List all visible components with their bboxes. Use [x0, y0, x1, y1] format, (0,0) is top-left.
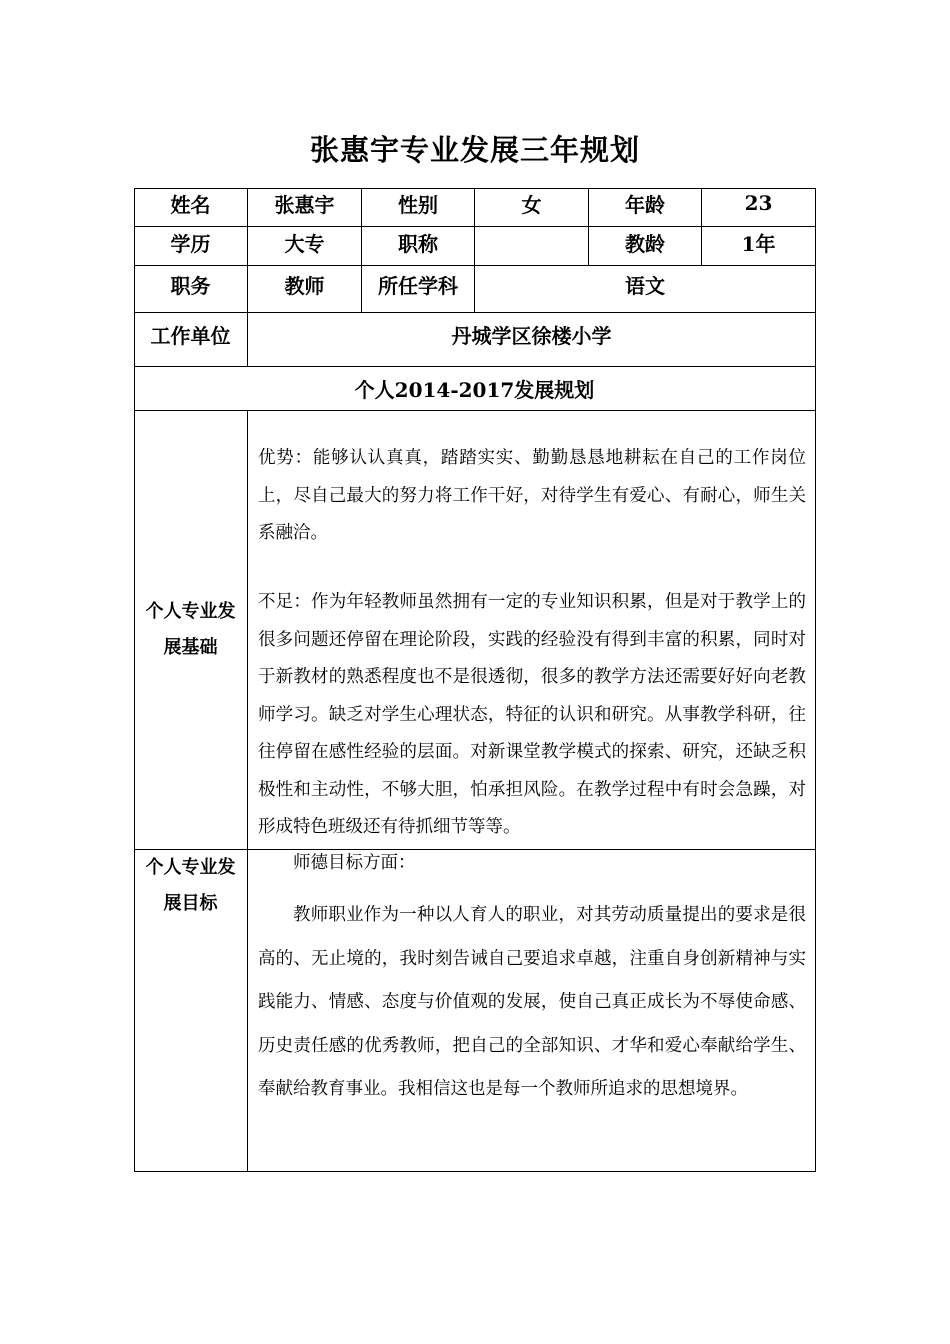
gender-value: 女	[521, 192, 542, 217]
work-unit-value: 丹城学区徐楼小学	[451, 323, 612, 348]
teaching-years-value: 1年	[741, 231, 776, 256]
table-border-bottom	[134, 1171, 816, 1172]
subject-value: 语文	[625, 273, 665, 298]
profile-form-table	[134, 188, 816, 1172]
gender-label: 性别	[398, 192, 438, 217]
title-rank-value	[475, 227, 588, 257]
education-label: 学历	[170, 231, 211, 256]
goals-body: 教师职业作为一种以人育人的职业，对其劳动质量提出的要求是很高的、无止境的，我时刻告诫自己要追求卓越，注重自身创新精神与实践能力、情感、态度与价值观的发展，使自己真正成长为不辱使命感、历史责任感的优秀教师，把自己的全部知识、才华和爱心奉献给学生、奉献给教育事业。我相信这也是每一个教师所追求的思想境界。	[258, 905, 806, 1099]
goals-label	[134, 850, 247, 922]
column-divider	[247, 410, 248, 1172]
position-value: 教师	[284, 273, 325, 298]
goals-subheading: 师德目标方面：	[293, 853, 416, 873]
weaknesses-text: 不足：作为年轻教师虽然拥有一定的专业知识积累，但是对于教学上的很多问题还停留在理论阶段，实践的经验没有得到丰富的积累，同时对于新教材的熟悉程度也不是很透彻，很多的教学方法还需要好好向老教师学习。缺乏对学生心理状态，特征的认识和研究。从事教学科研，往往停留在感性经验的层面。对新课堂教学模式的探索、研究，还缺乏积极性和主动性，不够大胆，怕承担风险。在教学过程中有时会急躁，对形成特色班级还有待抓细节等等。	[258, 592, 806, 837]
table-border-right	[815, 188, 816, 1172]
position-label: 职务	[170, 273, 211, 298]
work-unit-label: 工作单位	[150, 323, 231, 348]
plan-heading: 个人2014-2017发展规划	[354, 378, 595, 402]
basis-label-line1: 个人专业发	[145, 601, 236, 622]
teaching-years-label: 教龄	[625, 231, 665, 256]
document-title: 张惠宇专业发展三年规划	[309, 133, 640, 167]
title-rank-label: 职称	[398, 231, 438, 256]
basis-label	[134, 411, 247, 849]
name-value: 张惠宇	[274, 192, 335, 217]
name-label: 姓名	[170, 192, 211, 217]
goals-label-line1: 个人专业发	[145, 857, 236, 878]
age-value: 23	[744, 191, 773, 215]
subject-label: 所任学科	[378, 273, 458, 298]
strengths-text: 优势：能够认认真真，踏踏实实、勤勤恳恳地耕耘在自己的工作岗位上，尽自己最大的努力将工作干好，对待学生有爱心、有耐心，师生关系融洽。	[258, 448, 806, 543]
age-label: 年龄	[625, 192, 665, 217]
basis-label-line2: 展基础	[163, 637, 218, 658]
education-value: 大专	[284, 231, 325, 256]
goals-label-line2: 展目标	[163, 893, 218, 914]
